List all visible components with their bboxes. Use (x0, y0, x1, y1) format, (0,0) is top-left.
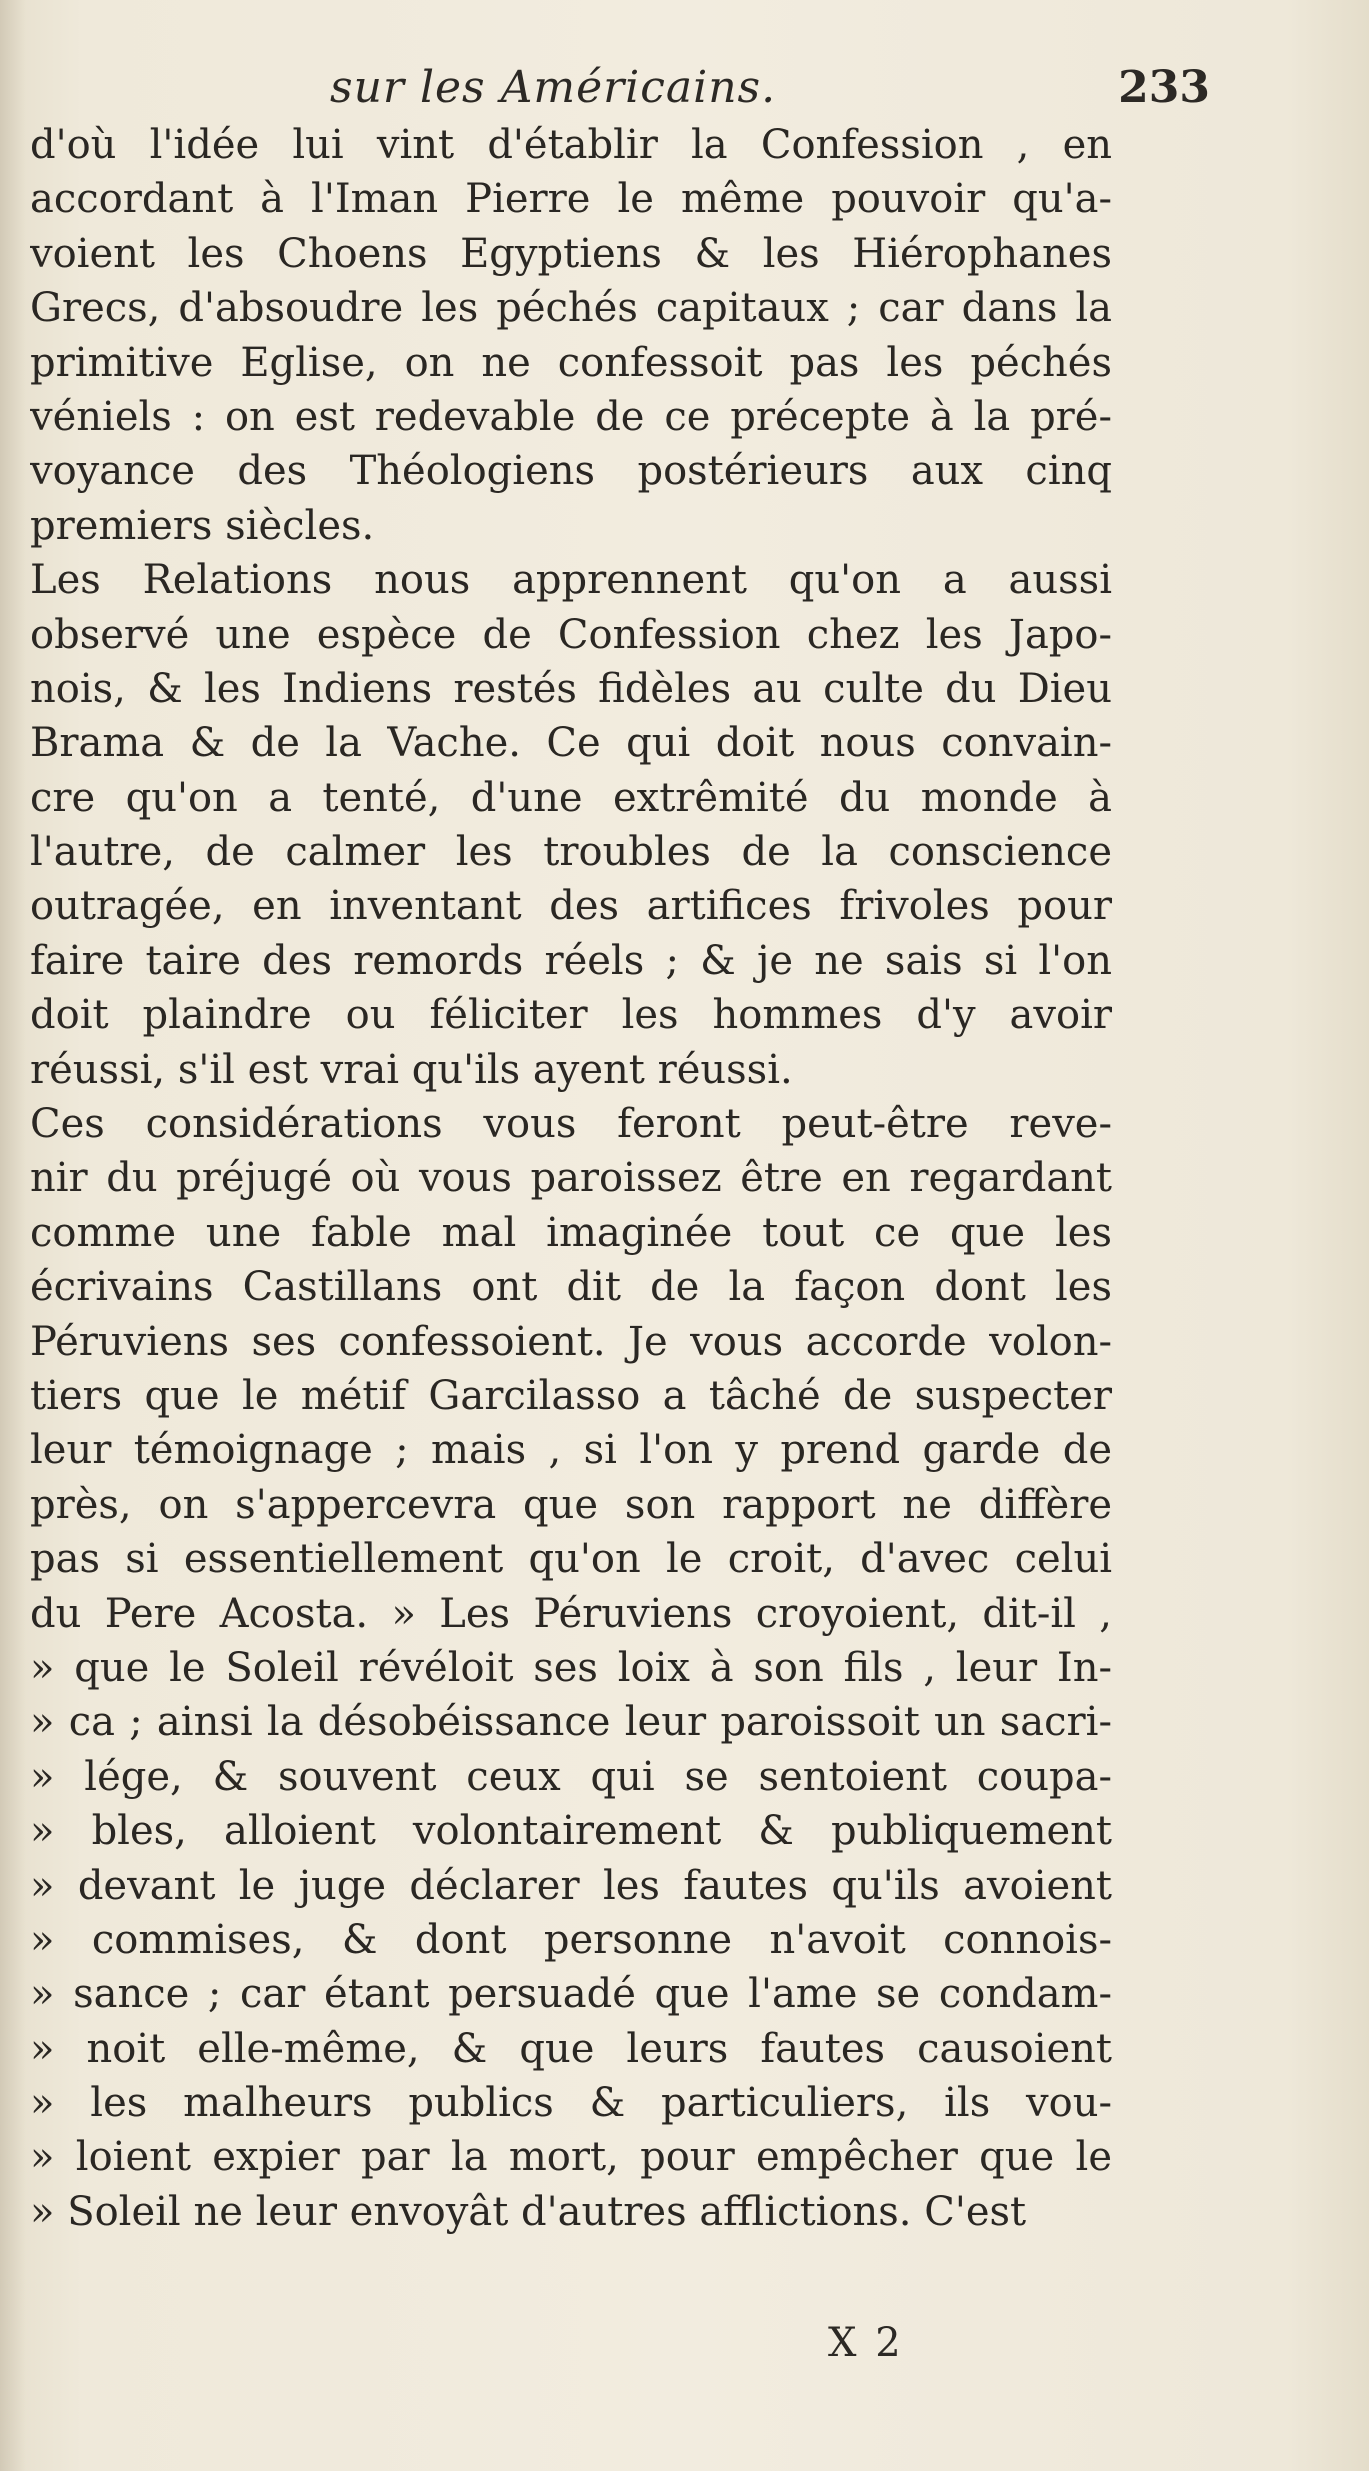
page-header (330, 62, 1210, 118)
text-line: voient les Choens Egyptiens & les Hiérophanes (30, 230, 1112, 277)
text-line: premiers siècles. (30, 502, 375, 549)
text-line: leur témoignage ; mais , si l'on y prend garde de (30, 1427, 1112, 1474)
text-line: Péruviens ses confessoient. Je vous accorde volon- (30, 1318, 1112, 1365)
text-line: du Pere Acosta. » Les Péruviens croyoient, dit-il , (30, 1590, 1112, 1637)
text-line: Brama & de la Vache. Ce qui doit nous convain- (30, 720, 1112, 767)
text-line: » sance ; car étant persuadé que l'ame se condam- (30, 1971, 1112, 2018)
text-line: véniels : on est redevable de ce précepte à la pré- (30, 393, 1112, 440)
text-line: » les malheurs publics & particuliers, ils vou- (30, 2080, 1112, 2127)
text-line: cre qu'on a tenté, d'une extrêmité du monde à (30, 774, 1112, 821)
text-line: doit plaindre ou féliciter les hommes d'y avoir (30, 992, 1112, 1039)
text-line: observé une espèce de Confession chez les Japo- (30, 611, 1112, 658)
page-number: 233 (1118, 62, 1210, 113)
text-line: » lége, & souvent ceux qui se sentoient coupa- (30, 1753, 1112, 1800)
text-line: » ca ; ainsi la désobéissance leur paroissoit un sacri- (30, 1699, 1112, 1746)
text-line: écrivains Castillans ont dit de la façon dont les (30, 1264, 1112, 1311)
text-line: accordant à l'Iman Pierre le même pouvoir qu'a- (30, 176, 1112, 223)
text-line: » commises, & dont personne n'avoit connois- (30, 1916, 1112, 1963)
text-line: voyance des Théologiens postérieurs aux cinq (30, 448, 1112, 495)
page-footer (30, 2320, 1112, 2380)
body-text (30, 118, 1112, 2239)
text-line: primitive Eglise, on ne confessoit pas les péchés (30, 339, 1112, 386)
text-line: comme une fable mal imaginée tout ce que les (30, 1209, 1112, 1256)
text-line: Les Relations nous apprennent qu'on a aussi (30, 557, 1112, 604)
text-line: nois, & les Indiens restés fidèles au culte du Dieu (30, 665, 1112, 712)
text-line: » que le Soleil révéloit ses loix à son fils , leur In- (30, 1644, 1112, 1691)
text-line: pas si essentiellement qu'on le croit, d'avec celui (30, 1536, 1112, 1583)
text-line: outragée, en inventant des artifices frivoles pour (30, 883, 1112, 930)
text-line: Grecs, d'absoudre les péchés capitaux ; car dans la (30, 285, 1112, 332)
text-line: réussi, s'il est vrai qu'ils ayent réussi. (30, 1046, 793, 1093)
text-line: » Soleil ne leur envoyât d'autres afflictions. C'est (30, 2188, 1027, 2235)
text-line: » noit elle-même, & que leurs fautes causoient (30, 2025, 1112, 2072)
text-line: » bles, alloient volontairement & publiquement (30, 1808, 1112, 1855)
signature-mark: X 2 (828, 2320, 904, 2366)
text-line: Ces considérations vous feront peut-être reve- (30, 1101, 1112, 1148)
text-line: tiers que le métif Garcilasso a tâché de suspecter (30, 1372, 1112, 1419)
text-line: » loient expier par la mort, pour empêcher que le (30, 2134, 1112, 2181)
text-line: » devant le juge déclarer les fautes qu'ils avoient (30, 1862, 1112, 1909)
text-line: d'où l'idée lui vint d'établir la Confession , en (30, 122, 1112, 168)
running-head: sur les Américains. (330, 62, 777, 113)
text-line: nir du préjugé où vous paroissez être en regardant (30, 1155, 1112, 1202)
text-line: faire taire des remords réels ; & je ne sais si l'on (30, 937, 1112, 984)
page-gutter-shadow (0, 0, 26, 2471)
text-line: l'autre, de calmer les troubles de la conscience (30, 829, 1112, 876)
text-line: près, on s'appercevra que son rapport ne diffère (30, 1481, 1112, 1528)
